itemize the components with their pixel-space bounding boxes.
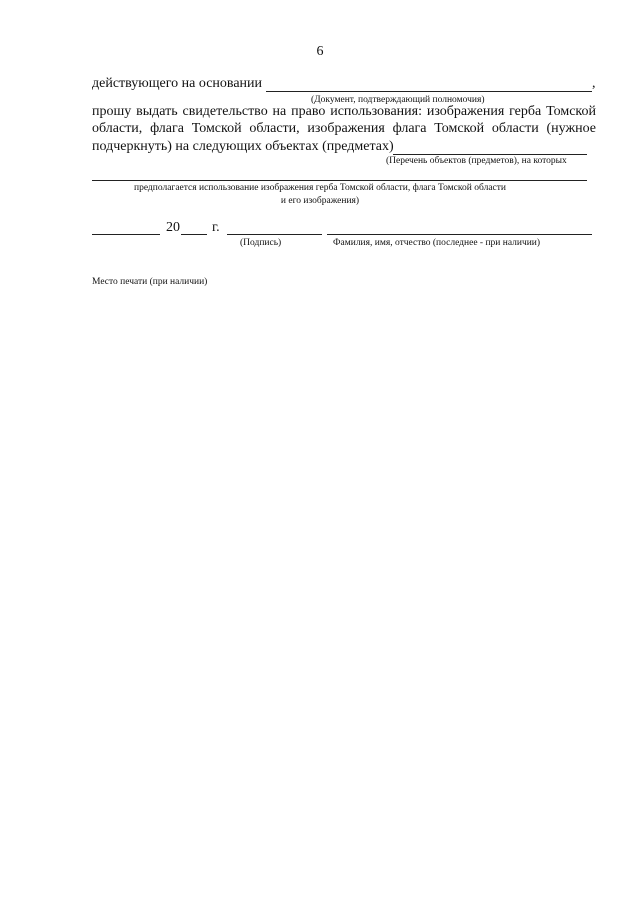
request-line-1: прошу выдать свидетельство на право использования: изображения герба Томской bbox=[92, 104, 596, 119]
objects-hint-c: и его изображения) bbox=[280, 196, 360, 206]
date-year-line[interactable] bbox=[181, 234, 207, 235]
objects-blank-line-2[interactable] bbox=[92, 180, 587, 181]
signature-caption: (Подпись) bbox=[240, 238, 282, 248]
page-number: 6 bbox=[316, 44, 324, 59]
signature-line[interactable] bbox=[227, 234, 322, 235]
objects-hint-a: (Перечень объектов (предметов), на которых bbox=[386, 156, 567, 166]
request-line-3: подчеркнуть) на следующих объектах (предметах) bbox=[92, 139, 394, 154]
basis-label: действующего на основании bbox=[92, 76, 263, 91]
fio-line[interactable] bbox=[327, 234, 592, 235]
date-day-month-line[interactable] bbox=[92, 234, 160, 235]
seal-label: Место печати (при наличии) bbox=[92, 277, 208, 287]
basis-blank-line[interactable] bbox=[266, 91, 592, 92]
basis-hint: (Документ, подтверждающий полномочия) bbox=[311, 95, 485, 105]
basis-trailing-comma: , bbox=[592, 76, 596, 91]
objects-blank-line[interactable] bbox=[393, 154, 587, 155]
date-year-prefix: 20 bbox=[166, 220, 180, 235]
date-year-suffix: г. bbox=[212, 220, 220, 235]
fio-caption: Фамилия, имя, отчество (последнее - при наличии) bbox=[333, 238, 541, 248]
request-line-2: области, флага Томской области, изображения флага Томской области (нужное bbox=[92, 121, 596, 136]
objects-hint-b: предполагается использование изображения герба Томской области, флага Томской области bbox=[134, 183, 506, 193]
